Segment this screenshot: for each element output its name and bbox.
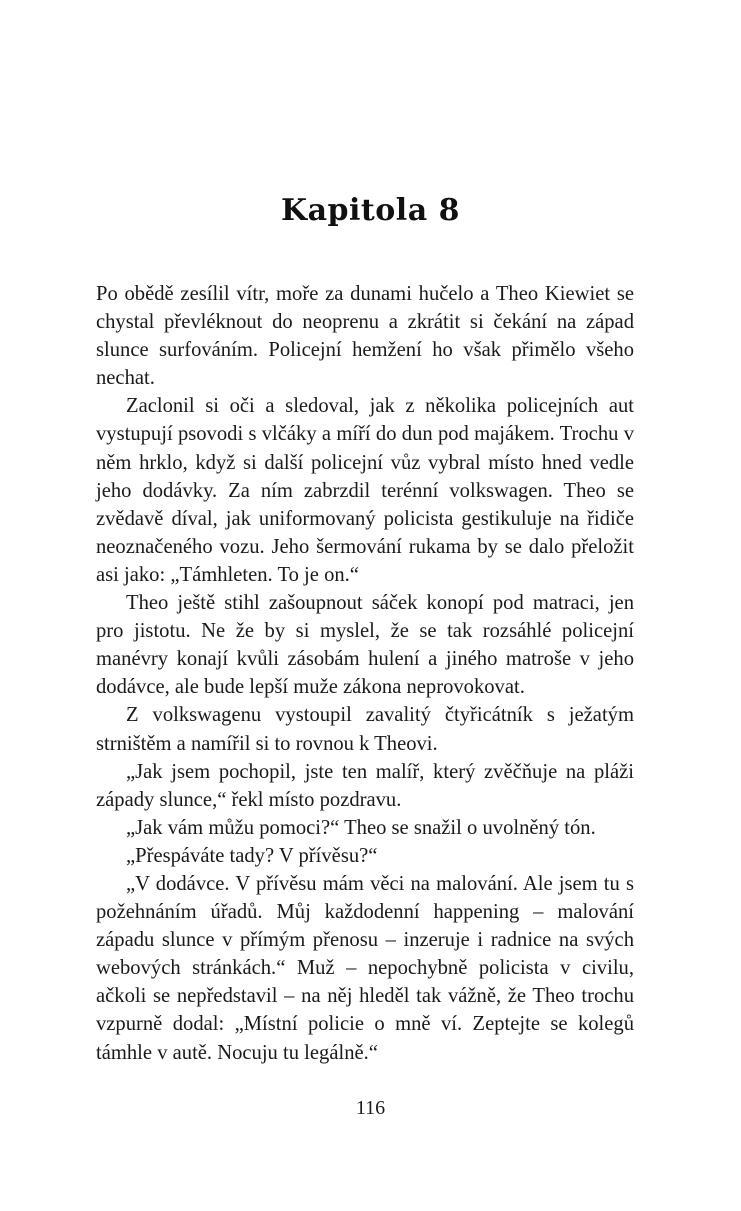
paragraph: „Jak jsem pochopil, jste ten malíř, který zvěčňuje na pláži západy slunce,“ řekl místo pozdravu. xyxy=(96,760,634,811)
paragraph: „V dodávce. V přívěsu mám věci na malování. Ale jsem tu s požehnáním úřadů. Můj každodenní happening – malování západu slunce v přímým přenosu – inzeruje i radnice na svých webových stránkách.“ Muž – nepochybně policista v civilu, ačkoli se nepředstavil – na něj hleděl tak vážně, že Theo trochu vzpurně dodal: „Místní policie o mně ví. Zeptejte se kolegů támhle v autě. Nocuju tu legálně.“ xyxy=(96,872,634,1064)
paragraph: „Přespáváte tady? V přívěsu?“ xyxy=(126,844,378,867)
paragraph: Z volkswagenu vystoupil zavalitý čtyřicátník s ježatým strništěm a namířil si to rovnou k Theovi. xyxy=(96,704,634,755)
page-number: 116 xyxy=(355,1097,386,1119)
chapter-title: Kapitola 8 xyxy=(281,193,460,228)
chapter-text xyxy=(96,280,634,1067)
paragraph: Theo ještě stihl zašoupnout sáček konopí pod matraci, jen pro jistotu. Ne že by si myslel, že se tak rozsáhlé policejní manévry konají kvůli zásobám hulení a jiného matroše v jeho dodávce, ale bude lepší muže zákona neprovokovat. xyxy=(96,592,634,699)
paragraph: Po obědě zesílil vítr, moře za dunami hučelo a Theo Kiewiet se chystal převléknout do neoprenu a zkrátit si čekání na západ slunce surfováním. Policejní hemžení ho však přimělo všeho nechat. xyxy=(96,283,634,390)
paragraph: Zaclonil si oči a sledoval, jak z několika policejních aut vystupují psovodi s vlčáky a míří do dun pod majákem. Trochu v něm hrklo, když si další policejní vůz vybral místo hned vedle jeho dodávky. Za ním zabrzdil terénní volkswagen. Theo se zvědavě díval, jak uniformovaný policista gestikuluje na řidiče neoznačeného vozu. Jeho šermování rukama by se dalo přeložit asi jako: „Támhleten. To je on.“ xyxy=(96,395,634,586)
paragraph: „Jak vám můžu pomoci?“ Theo se snažil o uvolněný tón. xyxy=(126,816,596,839)
